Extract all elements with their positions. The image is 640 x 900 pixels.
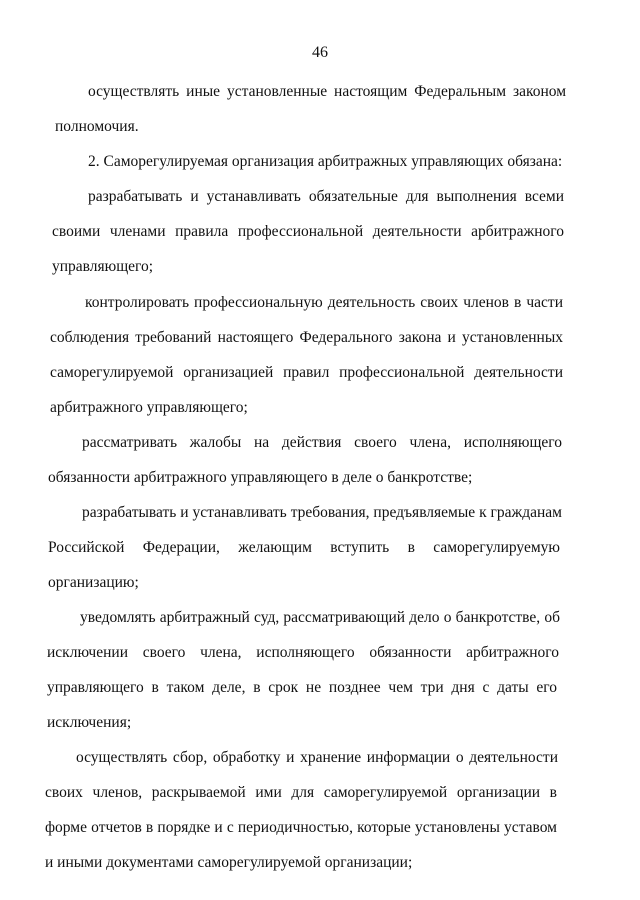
text-line: своих членов, раскрываемой ими для саморегулируемой организации в	[45, 784, 557, 801]
text-line: обязанности арбитражного управляющего в деле о банкротстве;	[48, 469, 473, 486]
text-line: 2. Саморегулируемая организация арбитражных управляющих обязана:	[88, 153, 563, 170]
text-line: Российской Федерации, желающим вступить в саморегулируемую	[48, 539, 560, 556]
text-line: соблюдения требований настоящего Федерального закона и установленных	[50, 329, 563, 346]
text-line: исключения;	[47, 714, 132, 731]
text-line: полномочия.	[55, 118, 139, 135]
text-line: рассматривать жалобы на действия своего члена, исполняющего	[82, 434, 562, 451]
page-number: 46	[312, 44, 328, 61]
text-line: и иными документами саморегулируемой организации;	[45, 854, 413, 871]
text-line: форме отчетов в порядке и с периодичностью, которые установлены уставом	[45, 819, 557, 836]
text-line: управляющего в таком деле, в срок не позднее чем три дня с даты его	[47, 679, 557, 696]
text-line: управляющего;	[52, 258, 154, 275]
text-line: разрабатывать и устанавливать требования, предъявляемые к гражданам	[82, 504, 562, 521]
text-line: осуществлять сбор, обработку и хранение информации о деятельности	[76, 749, 558, 766]
text-line: саморегулируемой организацией правил профессиональной деятельности	[50, 364, 563, 381]
text-line: арбитражного управляющего;	[50, 399, 248, 416]
text-line: осуществлять иные установленные настоящим Федеральным законом	[88, 83, 566, 100]
text-line: своими членами правила профессиональной деятельности арбитражного	[52, 223, 564, 240]
text-line: исключении своего члена, исполняющего обязанности арбитражного	[47, 644, 559, 661]
text-line: разрабатывать и устанавливать обязательные для выполнения всеми	[88, 188, 564, 205]
text-line: организацию;	[48, 574, 139, 591]
text-line: уведомлять арбитражный суд, рассматривающий дело о банкротстве, об	[80, 609, 560, 626]
text-line: контролировать профессиональную деятельность своих членов в части	[85, 294, 563, 311]
